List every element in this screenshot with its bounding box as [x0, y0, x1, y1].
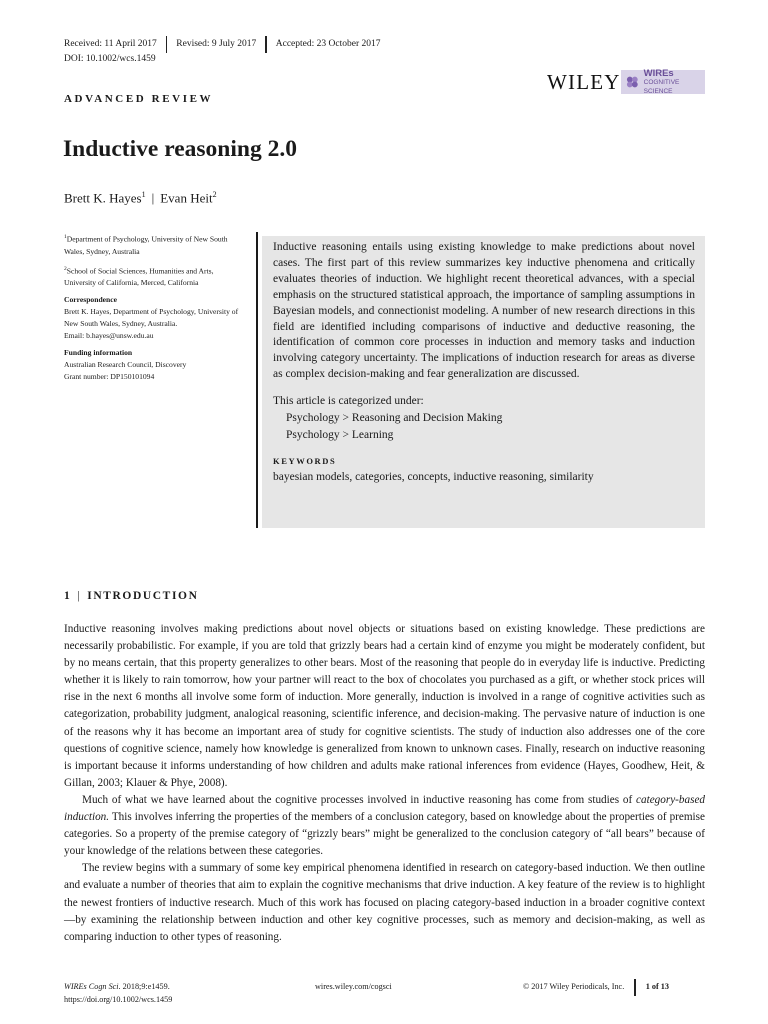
- article-title: Inductive reasoning 2.0: [63, 136, 297, 162]
- doi-link[interactable]: https://doi.org/10.1002/wcs.1459: [64, 995, 173, 1004]
- author-list: [64, 190, 217, 206]
- funding-heading: Funding information: [64, 348, 133, 358]
- paragraph: Much of what we have learned about the cognitive processes involved in inductive reasoning has come from studies of category-based induction. This involves inferring the properties of the members of a conclusion category, based on knowledge about the properties of premise categories. So a property of the premise category of “grizzly bears” might be generalized to the conclusion category of “all bears” because of your knowledge of the relations between these categories.: [64, 793, 705, 858]
- journal-website[interactable]: wires.wiley.com/cogsci: [315, 982, 392, 991]
- keywords-list: bayesian models, categories, concepts, inductive reasoning, similarity: [273, 471, 594, 484]
- correspondence-text: Brett K. Hayes, Department of Psychology, University of New South Wales, Sydney, Australia.: [64, 307, 239, 329]
- section-number: 1: [64, 590, 72, 602]
- doi: DOI: 10.1002/wcs.1459: [64, 54, 156, 64]
- submission-dates: [64, 36, 381, 52]
- publisher-logo: WILEY: [547, 70, 621, 94]
- divider: [166, 36, 168, 53]
- copyright: © 2017 Wiley Periodicals, Inc.: [523, 982, 625, 991]
- footer-citation: WIREs Cogn Sci. 2018;9:e1459. https://doi.org/10.1002/wcs.1459: [64, 982, 173, 1004]
- correspondence-heading: Correspondence: [64, 295, 118, 305]
- section-label: ADVANCED REVIEW: [64, 93, 214, 105]
- heading-separator: |: [77, 590, 82, 602]
- affiliation-marker: 2: [212, 190, 217, 199]
- author-name: Evan Heit: [160, 190, 213, 206]
- abstract-text: Inductive reasoning entails using existing knowledge to make predictions about novel cases. The first part of this review summarizes key inductive phenomena and critically evaluates theories of induction. We highlight recent theoretical advances, with a special emphasis on the structured statistical approach, the importance of sampling assumptions in Bayesian models, and connectionist modeling. A number of new research directions in this field are identified including comparisons of inductive and deductive reasoning, the identification of common core processes in induction and memory tasks and induction involving category uncertainty. The implications of induction research for areas as diverse as complex decision-making and fear generalization are discussed.: [273, 241, 695, 381]
- journal-badge: [621, 67, 705, 95]
- revised-date: Revised: 9 July 2017: [176, 39, 257, 49]
- category-item: Psychology > Learning: [286, 429, 394, 442]
- keywords-heading: KEYWORDS: [273, 456, 337, 467]
- wires-logo-icon: [624, 73, 641, 91]
- paragraph: The review begins with a summary of some key empirical phenomena identified in research on category-based induction. We then outline and evaluate a number of theories that aim to explain the cognitive mechanisms that drive induction. A key feature of the review is to highlight the newest frontiers of inductive research. Much of this work has focused on placing category-based induction in a broader cognitive context—by examining the relationship between induction and other key cognitive processes, such as memory and decision-making, as well as comparing induction to other types of reasoning.: [64, 862, 705, 943]
- body-text: [64, 621, 705, 946]
- author-separator: |: [151, 190, 155, 206]
- page-number: 1 of 13: [645, 982, 669, 991]
- affiliation-1: $^1$Department of Psychology, University of New South Wales, Sydney, Australia: [64, 234, 228, 256]
- grant-number: Grant number: DP150101094: [64, 372, 155, 382]
- emphasized-term: category-based induction.: [64, 793, 705, 824]
- section-title: INTRODUCTION: [87, 590, 199, 602]
- vertical-divider: [256, 232, 258, 528]
- affiliation-2: $^2$School of Social Sciences, Humanities and Arts, University of California, Merced, California: [64, 265, 214, 288]
- category-item: Psychology > Reasoning and Decision Making: [286, 412, 503, 425]
- author-name: Brett K. Hayes: [64, 190, 142, 206]
- footer-right: [523, 980, 669, 996]
- badge-line-1: WIREs: [643, 67, 674, 79]
- affiliation-marker: 1: [141, 190, 146, 199]
- section-heading: [64, 590, 198, 602]
- categorized-under: This article is categorized under:: [273, 395, 424, 408]
- abstract-box: [262, 236, 705, 528]
- accepted-date: Accepted: 23 October 2017: [275, 39, 381, 49]
- badge-line-2: COGNITIVE SCIENCE: [643, 78, 680, 95]
- divider: [634, 979, 636, 996]
- funding-line: Australian Research Council, Discovery: [64, 360, 187, 370]
- paragraph: Inductive reasoning involves making predictions about novel objects or situations based on existing knowledge. These predictions are necessarily probabilistic. For example, if you are told that grizzly bears had a certain kind of enzyme you might be moderately confident, but by no means certain, that this property generalizes to other bears. Most of the reasoning that people do in everyday life is inductive. Predicting whether it is likely to rain tomorrow, how your partner will react to the box of chocolates you purchased as a gift, or whether stock prices will rise in the next 6 months all involve some form of induction. More generally, induction is involved in a range of cognitive activities such as categorization, probability judgment, analogical reasoning, scientific inference, and decision-making. The pervasive nature of induction is one of the reasons why it has become an important area of study for cognitive scientists. The study of induction also addresses one of the core questions of cognitive science, namely how knowledge is generalized from known to unknown cases. Finally, research on inductive reasoning is important because it informs understanding of how children and adults make rational inferences from evidence (Hayes, Goodhew, Heit, & Gillan, 2003; Klauer & Phye, 2008).: [64, 623, 705, 789]
- journal-abbrev: WIREs Cogn Sci.: [64, 982, 121, 991]
- author-info-sidebar: [64, 231, 244, 383]
- divider: [265, 36, 267, 53]
- received-date: Received: 11 April 2017: [64, 39, 157, 49]
- correspondence-email: Email: b.hayes@unsw.edu.au: [64, 331, 154, 341]
